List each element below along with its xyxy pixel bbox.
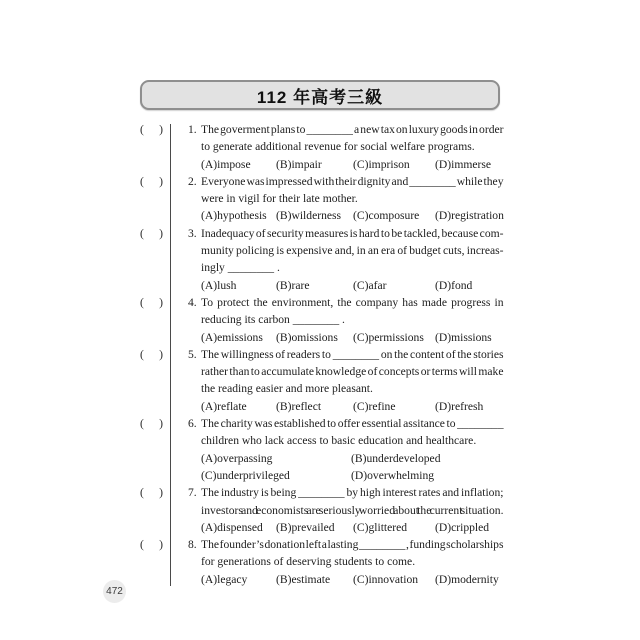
answer-bracket: [140, 294, 163, 346]
option-item: (B)estimate: [276, 572, 331, 586]
question-stem-line: rather than to accumulate knowledge of concepts or terms will make: [201, 365, 504, 379]
question-stem-line: the reading easier and more pleasant.: [201, 382, 373, 396]
close-paren: ): [159, 295, 163, 309]
question-stem-line: children who lack access to basic education and healthcare.: [201, 434, 477, 448]
open-paren: (: [140, 486, 144, 500]
question-number: 6.: [188, 417, 197, 431]
question-number: 8.: [188, 538, 197, 552]
option-item: (B)underdeveloped: [351, 451, 441, 465]
close-paren: ): [159, 123, 163, 136]
options-grid: [201, 156, 504, 173]
question-stem-line: 2. Everyone was impressed with their dignity and ________ while they: [188, 173, 504, 190]
option-item: (C)underprivileged: [201, 468, 290, 482]
question-stem-line: reducing its carbon ________ .: [201, 313, 345, 327]
question-stem-line: 7. The industry is being ________ by high interest rates and inflation;: [188, 484, 504, 501]
open-paren: (: [140, 347, 144, 361]
close-paren: ): [159, 538, 163, 552]
option-item: (C)permissions: [353, 330, 424, 344]
answer-bracket: [140, 415, 163, 484]
open-paren: (: [140, 174, 144, 188]
open-paren: (: [140, 417, 144, 431]
exam-title-box: [140, 80, 500, 110]
option-item: (D)crippled: [435, 520, 490, 534]
option-item: (D)missions: [435, 330, 492, 344]
question-stem-line: to generate additional revenue for social welfare programs.: [201, 140, 475, 154]
question-stem-line: 4. To protect the environment, the company has made progress in: [188, 294, 504, 311]
question-stem-line: munity policing is expensive and, in an era of budget cuts, increas-: [201, 244, 504, 258]
question-stem-line: investors and economists are seriously worried about the current situation.: [201, 503, 504, 517]
option-item: (C)glittered: [353, 520, 408, 534]
option-item: (D)immerse: [435, 157, 492, 171]
question-item: [140, 121, 504, 173]
question-number: 2.: [188, 174, 197, 188]
question-stem-line: 5. The willingness of readers to ________ on the content of the stories: [188, 346, 504, 363]
answer-bracket: [140, 225, 163, 294]
option-item: (A)lush: [201, 278, 237, 292]
question-stem-line: 8. The founder’s donation left a lasting ________ , funding scholarships: [188, 536, 504, 553]
question-body: [188, 121, 504, 173]
close-paren: ): [159, 347, 163, 361]
option-item: (C)refine: [353, 399, 396, 413]
question-body: [188, 484, 504, 536]
question-number: 7.: [188, 486, 197, 500]
option-item: (C)composure: [353, 209, 420, 223]
page-number: 472: [106, 586, 123, 597]
option-item: (B)prevailed: [276, 520, 335, 534]
question-stem-line: 3. Inadequacy of security measures is hard to be tackled, because com-: [188, 225, 504, 242]
question-body: [188, 294, 504, 346]
option-item: (A)dispensed: [201, 520, 263, 534]
question-list: [140, 121, 504, 588]
option-item: (D)refresh: [435, 399, 484, 413]
options-grid: [201, 450, 504, 485]
answer-bracket: [140, 121, 163, 173]
question-item: [140, 415, 504, 484]
question-body: [188, 173, 504, 225]
question-item: [140, 294, 504, 346]
answer-bracket: [140, 484, 163, 536]
question-stem-line: were in vigil for their late mother.: [201, 192, 358, 206]
question-body: [188, 225, 504, 294]
option-item: (B)wilderness: [276, 209, 342, 223]
question-stem-line: for generations of deserving students to come.: [201, 555, 416, 569]
close-paren: ): [159, 174, 163, 188]
options-grid: [201, 398, 504, 415]
question-body: [188, 415, 504, 484]
option-item: (A)impose: [201, 157, 251, 171]
question-number: 4.: [188, 295, 197, 309]
open-paren: (: [140, 295, 144, 309]
page-number-badge: [103, 580, 126, 603]
question-number: 5.: [188, 347, 197, 361]
close-paren: ): [159, 417, 163, 431]
option-item: (D)modernity: [435, 572, 499, 586]
question-item: [140, 173, 504, 225]
option-item: (A)emissions: [201, 330, 263, 344]
question-item: [140, 225, 504, 294]
answer-bracket: [140, 346, 163, 415]
options-grid: [201, 277, 504, 294]
question-item: [140, 484, 504, 536]
option-item: (A)legacy: [201, 572, 248, 586]
option-item: (D)registration: [435, 209, 504, 223]
question-body: [188, 536, 504, 588]
question-item: [140, 346, 504, 415]
question-number: 3.: [188, 226, 197, 240]
open-paren: (: [140, 538, 144, 552]
options-grid: [201, 329, 504, 346]
option-item: (C)innovation: [353, 572, 419, 586]
question-stem-line: 1. The goverment plans to ________ a new tax on luxury goods in order: [188, 121, 504, 138]
answer-bracket: [140, 536, 163, 588]
question-body: [188, 346, 504, 415]
question-item: [140, 536, 504, 588]
option-item: (B)rare: [276, 278, 310, 292]
options-grid: [201, 571, 504, 588]
option-item: (B)omissions: [276, 330, 338, 344]
options-grid: [201, 519, 504, 536]
question-stem-line: ingly ________ .: [201, 261, 280, 275]
option-item: (D)fond: [435, 278, 473, 292]
option-item: (C)imprison: [353, 157, 410, 171]
option-item: (C)afar: [353, 278, 387, 292]
open-paren: (: [140, 123, 144, 136]
option-item: (B)impair: [276, 157, 322, 171]
answer-column-divider: [170, 124, 171, 586]
close-paren: ): [159, 226, 163, 240]
option-item: (A)hypothesis: [201, 209, 267, 223]
option-item: (D)overwhelming: [351, 468, 435, 482]
question-number: 1.: [188, 123, 197, 136]
close-paren: ): [159, 486, 163, 500]
options-grid: [201, 207, 504, 224]
exam-title: 112 年高考三級: [256, 87, 384, 107]
option-item: (A)reflate: [201, 399, 247, 413]
question-stem-line: 6. The charity was established to offer essential assitance to ________: [188, 415, 504, 432]
option-item: (B)reflect: [276, 399, 322, 413]
open-paren: (: [140, 226, 144, 240]
answer-bracket: [140, 173, 163, 225]
option-item: (A)overpassing: [201, 451, 273, 465]
